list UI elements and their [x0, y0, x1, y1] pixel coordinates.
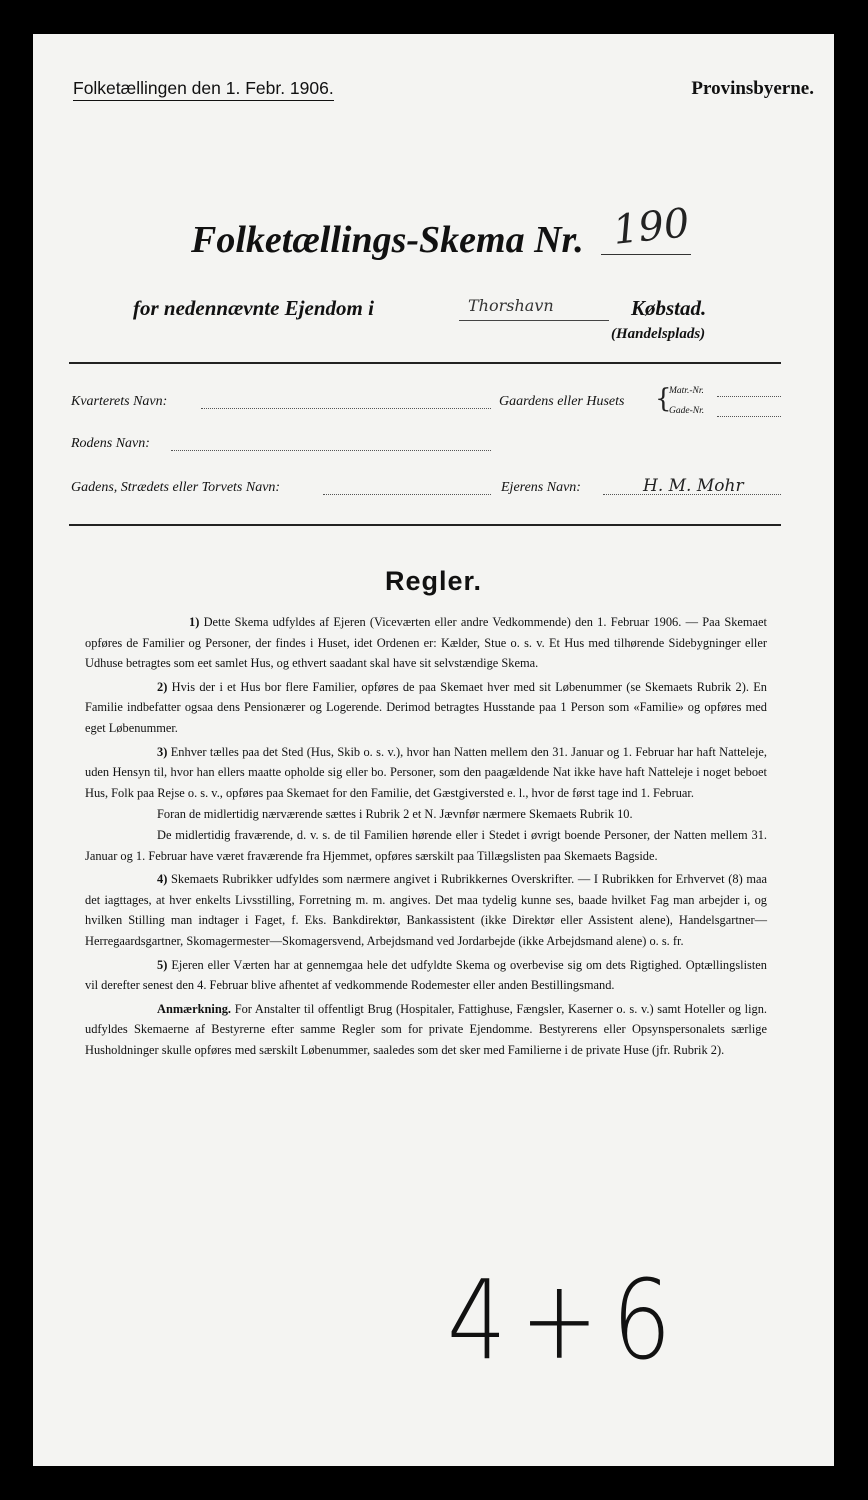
- kvarter-label: Kvarterets Navn:: [71, 394, 168, 409]
- matr-label: Matr.-Nr.: [669, 386, 704, 396]
- rode-field[interactable]: [171, 450, 491, 451]
- rule-3-number: 3): [157, 744, 168, 759]
- rode-label: Rodens Navn:: [71, 436, 150, 451]
- rule-5-number: 5): [157, 957, 168, 972]
- gade-label: Gadens, Strædets eller Torvets Navn:: [71, 480, 281, 495]
- rule-3: [85, 742, 767, 804]
- gade-nr-label: Gade-Nr.: [669, 406, 705, 416]
- region-header: Provinsbyerne.: [691, 78, 814, 99]
- form-title: Folketællings-Skema Nr.: [191, 219, 584, 261]
- bottom-divider: [69, 524, 781, 526]
- rule-2-number: 2): [157, 679, 168, 694]
- form-subtitle: for nedennævnte Ejendom i: [133, 296, 374, 320]
- rule-2: [85, 677, 767, 739]
- rule-3b-text: Foran de midlertidig nærværende sættes i Rubrik 2 et N. Jævnfør nærmere Skemaets Rubrik 10.: [157, 806, 633, 821]
- gaard-label: Gaardens eller Husets: [499, 394, 625, 409]
- town-line: [459, 320, 609, 321]
- brace-icon: {: [655, 384, 672, 414]
- rule-4: [85, 869, 767, 951]
- note-label: Anmærkning.: [157, 1001, 232, 1016]
- census-date-header: Folketællingen den 1. Febr. 1906.: [73, 78, 334, 101]
- rule-1-text: Dette Skema udfyldes af Ejeren (Viceværten eller andre Vedkommende) den 1. Februar 1906. — Paa Skemaet opføres de Familier og Personer, der findes i Huset, idet Ordenen er: Kælder, Stue o. s. v. Et Hus med tilhørende Sidebygninger eller Udhuse betragtes som eet samlet Hus, og ethvert saadant skal have sit selvstændige Skema.: [85, 615, 767, 671]
- ejer-field[interactable]: [603, 494, 781, 495]
- rules-body: [85, 612, 767, 1061]
- rule-1-number: 1): [189, 615, 200, 629]
- owner-handwritten: H. M. Mohr: [643, 476, 744, 496]
- note: [85, 999, 767, 1061]
- handelsplads-label: (Handelsplads): [611, 326, 706, 342]
- rule-3-text: Enhver tælles paa det Sted (Hus, Skib o. s. v.), hvor han Natten mellem den 31. Januar og 1. Februar har haft Natteleje, uden Hensyn til, hvor han ellers maatte opholde sig eller bo. Personer, som den paagældende Nat ikke have haft Natteleje i noget beboet Hus, Folk paa Rejse o. s. v., opføres paa Skemaet for den Familie, det Gæstgiversted e. l., hvor de først tage ind 1. Februar.: [85, 744, 767, 800]
- matr-field[interactable]: [717, 396, 781, 397]
- gade-field[interactable]: [323, 494, 491, 495]
- town-handwritten: Thorshavn: [468, 296, 554, 315]
- form-number-line: [601, 254, 691, 255]
- kvarter-field[interactable]: [201, 408, 491, 409]
- census-form-sheet: [33, 34, 834, 1466]
- form-number-handwritten: 190: [610, 200, 692, 254]
- rule-1: [85, 612, 767, 674]
- kobstad-label: Købstad.: [631, 296, 707, 320]
- note-text: For Anstalter til offentligt Brug (Hospitaler, Fattighuse, Fængsler, Kaserner o. s. v.) samt Hoteller og lign. udfyldes Skemaerne af Bestyrerne efter samme Regler som for private Ejendomme. Bestyrerens eller Opsynspersonalets særlige Husholdninger skulle opføres med særskilt Løbenummer, saaledes som det sker med Familierne i de private Huse (jfr. Rubrik 2).: [85, 1001, 767, 1057]
- rule-3c-text: De midlertidig fraværende, d. v. s. de til Familien hørende eller i Stedet i øvrigt boende Personer, der Natten mellem 31. Januar og 1. Februar have været fraværende fra Hjemmet, opføres særskilt paa Tillægslisten paa Skemaets Bagside.: [85, 827, 767, 863]
- rule-5: [85, 955, 767, 996]
- rule-3c: [85, 825, 767, 866]
- rule-4-text: Skemaets Rubrikker udfyldes som nærmere angivet i Rubrikkernes Overskrifter. — I Rubrikken for Erhvervet (8) maa det iagttages, at hver enkelts Livsstilling, Forretning m. m. angives. Det maa tydelig kunne ses, baade hvilket Fag man arbejder i, og hvilken Stilling man indtager i Faget, f. Eks. Bankdirektør, Bankassistent (ikke Direktør eller Assistent alene), Handelsgartner—Herregaardsgartner, Skomagermester—Skomagersvend, Arbejdsmand ved Jordarbejde (ikke Arbejdsmand alene) o. s. fr.: [85, 872, 767, 948]
- rule-4-number: 4): [157, 872, 168, 887]
- top-divider: [69, 362, 781, 364]
- ejer-label: Ejerens Navn:: [501, 480, 581, 495]
- rule-2-text: Hvis der i et Hus bor flere Familier, opføres de paa Skemaet hver med sit Løbenummer (se Skemaets Rubrik 2). En Familie indbefatter ogsaa dens Pensionærer og Logerende. Derimod betragtes Husstande paa 1 Person som «Familie» og opføres med eget Løbenummer.: [85, 679, 767, 735]
- handwritten-count: 4+6: [447, 1256, 686, 1384]
- gade-nr-field[interactable]: [717, 416, 781, 417]
- rule-3b: [85, 804, 767, 825]
- rules-heading: Regler.: [384, 566, 483, 596]
- rule-5-text: Ejeren eller Værten har at gennemgaa hele det udfyldte Skema og overbevise sig om dets Rigtighed. Optællingslisten vil derefter senest den 4. Februar blive afhentet af vedkommende Rodemester eller anden Bestillingsmand.: [85, 957, 767, 993]
